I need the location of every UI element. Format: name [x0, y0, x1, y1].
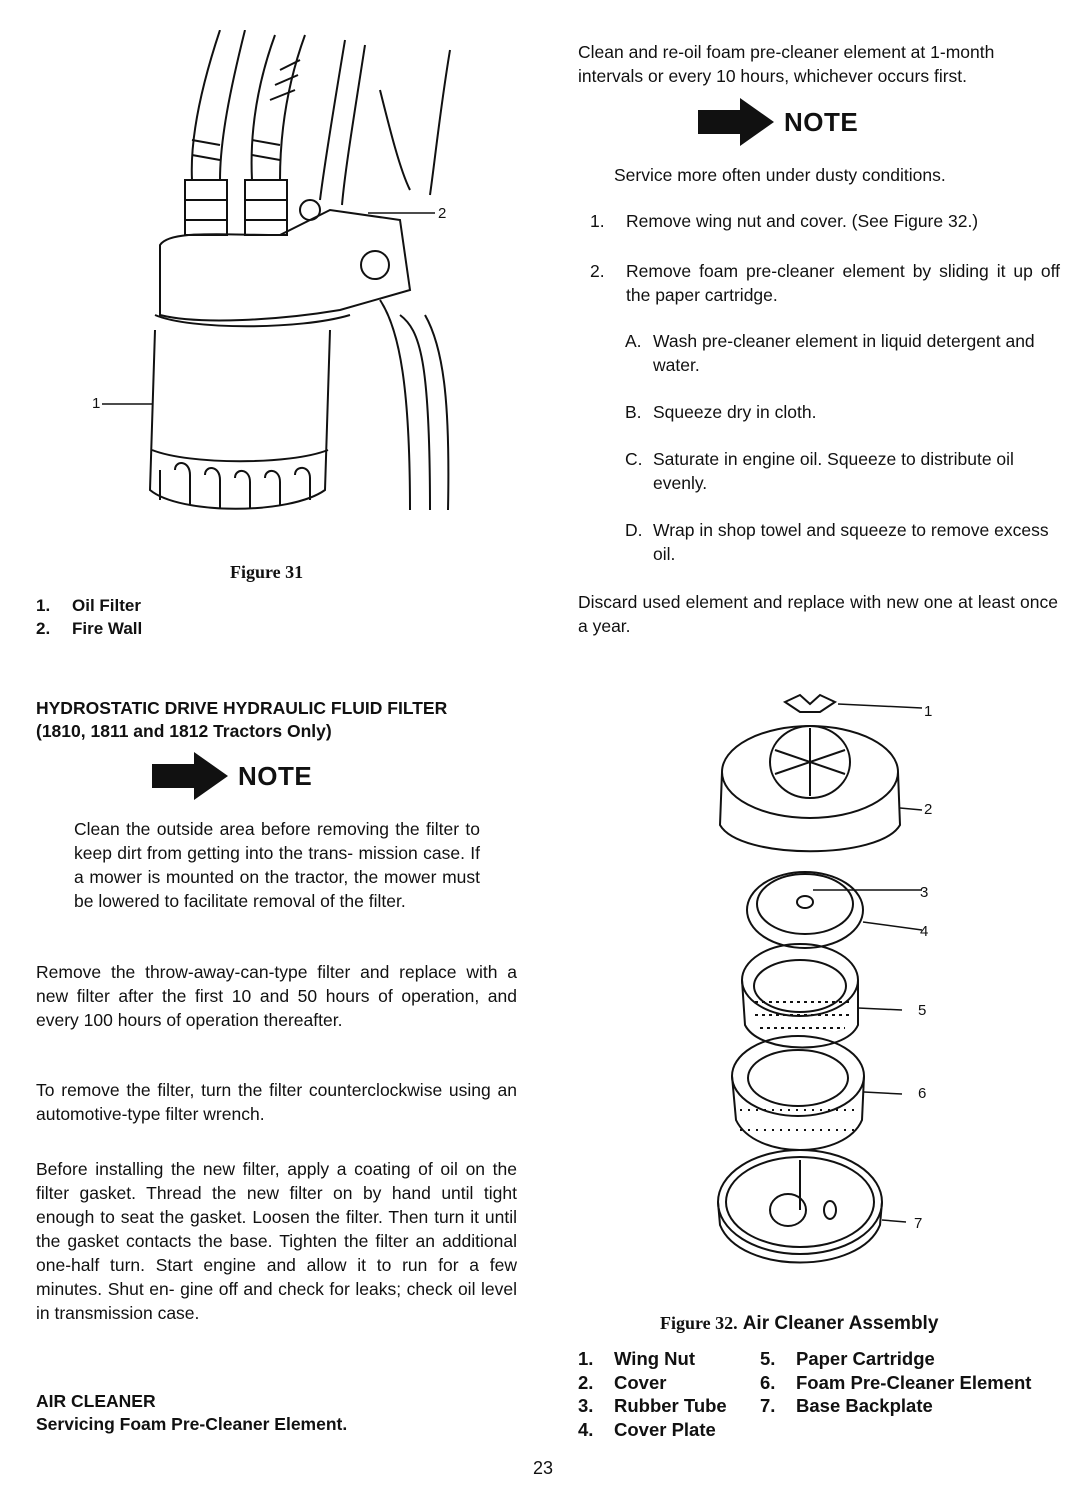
substep-item [625, 518, 1055, 566]
figure-32-callout-3: 3 [920, 884, 929, 901]
legend-label: Wing Nut [614, 1348, 696, 1369]
hydrostatic-para-3: Before installing the new filter, apply a coating of oil on the filter gasket. Thread the new filter on by hand until tight enough to seat the gasket. Loosen the filter. Then turn it until the gasket contacts the base. Tighten the filter an additional one-half turn. Start engine and allow it to run for a few minutes. Shut en- gine off and check for leaks; check oil level in transmission case. [36, 1159, 517, 1323]
note-label: NOTE [784, 106, 859, 137]
figure-32-callout-6: 6 [918, 1085, 927, 1102]
legend-num: 7. [760, 1395, 776, 1416]
substep-letter: B. [625, 402, 642, 422]
substep-item [625, 329, 1055, 377]
hydrostatic-heading-line2: (1810, 1811 and 1812 Tractors Only) [36, 721, 332, 741]
substep-text: Squeeze dry in cloth. [653, 402, 817, 422]
substep-letter: A. [625, 331, 642, 351]
step-text: Remove wing nut and cover. (See Figure 32.) [626, 211, 979, 231]
legend-item [578, 1347, 727, 1371]
legend-item [760, 1371, 1031, 1395]
legend-label: Cover Plate [614, 1418, 716, 1440]
substep-list [625, 329, 1055, 566]
figure-31-drawing [80, 30, 480, 530]
air-cleaner-title: AIR CLEANER [36, 1391, 156, 1411]
legend-label: Foam Pre-Cleaner Element [796, 1371, 1032, 1393]
figure-32-legend-left [578, 1347, 727, 1441]
hydrostatic-para-1: Remove the throw-away-can-type filter and replace with a new filter after the first 10 and 50 hours of operation, and every 100 hours of operation thereafter. [36, 962, 517, 1030]
legend-num: 2. [578, 1371, 594, 1393]
legend-label: Base Backplate [796, 1395, 933, 1416]
legend-item [760, 1394, 1031, 1418]
air-cleaner-heading [36, 1390, 347, 1436]
note-label: NOTE [238, 760, 313, 791]
legend-item [36, 594, 142, 617]
right-intro: Clean and re-oil foam pre-cleaner element at 1-month intervals or every 10 hours, whichever occurs first. [578, 42, 995, 86]
page-number: 23 [533, 1458, 554, 1478]
figure-31-callout-2: 2 [438, 205, 447, 222]
legend-num: 1. [578, 1348, 594, 1369]
figure-32-caption-prefix: Figure 32. [660, 1313, 738, 1333]
air-cleaner-subtitle: Servicing Foam Pre-Cleaner Element. [36, 1414, 348, 1434]
legend-num: 6. [760, 1371, 776, 1393]
step-item [590, 209, 1060, 233]
note-arrow-icon [694, 98, 778, 146]
figure-32-callout-7: 7 [914, 1215, 923, 1232]
right-note-banner [694, 98, 858, 146]
substep-text: Saturate in engine oil. Squeeze to distribute oil evenly. [653, 449, 1014, 493]
figure-32-caption-title: Air Cleaner Assembly [742, 1313, 939, 1334]
step-num: 2. [590, 261, 605, 281]
legend-label: Oil Filter [72, 596, 141, 615]
legend-num: 2. [36, 619, 51, 638]
legend-item [36, 617, 142, 640]
step-list [590, 209, 1060, 307]
discard-text: Discard used element and replace with new one at least once a year. [578, 592, 1058, 636]
figure-32-callout-1: 1 [924, 703, 933, 720]
substep-item [625, 400, 1055, 424]
hydrostatic-note-banner [148, 752, 312, 800]
right-note-text: Service more often under dusty conditions. [614, 165, 946, 185]
figure-32-legend-right [760, 1347, 1031, 1418]
hydrostatic-heading-line1: HYDROSTATIC DRIVE HYDRAULIC FLUID FILTER [36, 698, 448, 718]
legend-label: Paper Cartridge [796, 1348, 935, 1369]
step-text: Remove foam pre-cleaner element by sliding it up off the paper cartridge. [626, 261, 1060, 305]
legend-num: 3. [578, 1395, 594, 1416]
figure-32-caption [660, 1313, 938, 1335]
figure-32-drawing [700, 690, 940, 1300]
substep-item [625, 447, 1055, 495]
figure-32-callout-5: 5 [918, 1002, 927, 1019]
figure-32-callout-2: 2 [924, 801, 933, 818]
substep-letter: D. [625, 520, 643, 540]
legend-num: 1. [36, 596, 51, 615]
legend-label: Fire Wall [72, 619, 143, 638]
legend-num: 4. [578, 1418, 594, 1440]
legend-item [578, 1418, 727, 1442]
substep-text: Wrap in shop towel and squeeze to remove excess oil. [653, 520, 1049, 564]
figure-31-caption: Figure 31 [230, 562, 304, 582]
legend-item [578, 1394, 727, 1418]
hydrostatic-note-text: Clean the outside area before removing the filter to keep dirt from getting into the trans- mission case. If a mower is mounted on the tractor, the mower must be lowered to facilitate removal of the filter. [74, 819, 480, 911]
substep-letter: C. [625, 449, 643, 469]
figure-31-legend [36, 594, 142, 640]
hydrostatic-heading [36, 697, 447, 743]
hydrostatic-para-2: To remove the filter, turn the filter counterclockwise using an automotive-type filter wrench. [36, 1080, 517, 1124]
step-num: 1. [590, 211, 605, 231]
figure-32-callout-4: 4 [920, 923, 929, 940]
figure-31-callout-1: 1 [92, 395, 101, 412]
legend-num: 5. [760, 1348, 776, 1369]
note-arrow-icon [148, 752, 232, 800]
legend-label: Cover [614, 1371, 667, 1393]
step-item [590, 259, 1060, 307]
substep-text: Wash pre-cleaner element in liquid detergent and water. [653, 331, 1035, 375]
legend-item [760, 1347, 1031, 1371]
legend-item [578, 1371, 727, 1395]
legend-label: Rubber Tube [614, 1395, 727, 1416]
